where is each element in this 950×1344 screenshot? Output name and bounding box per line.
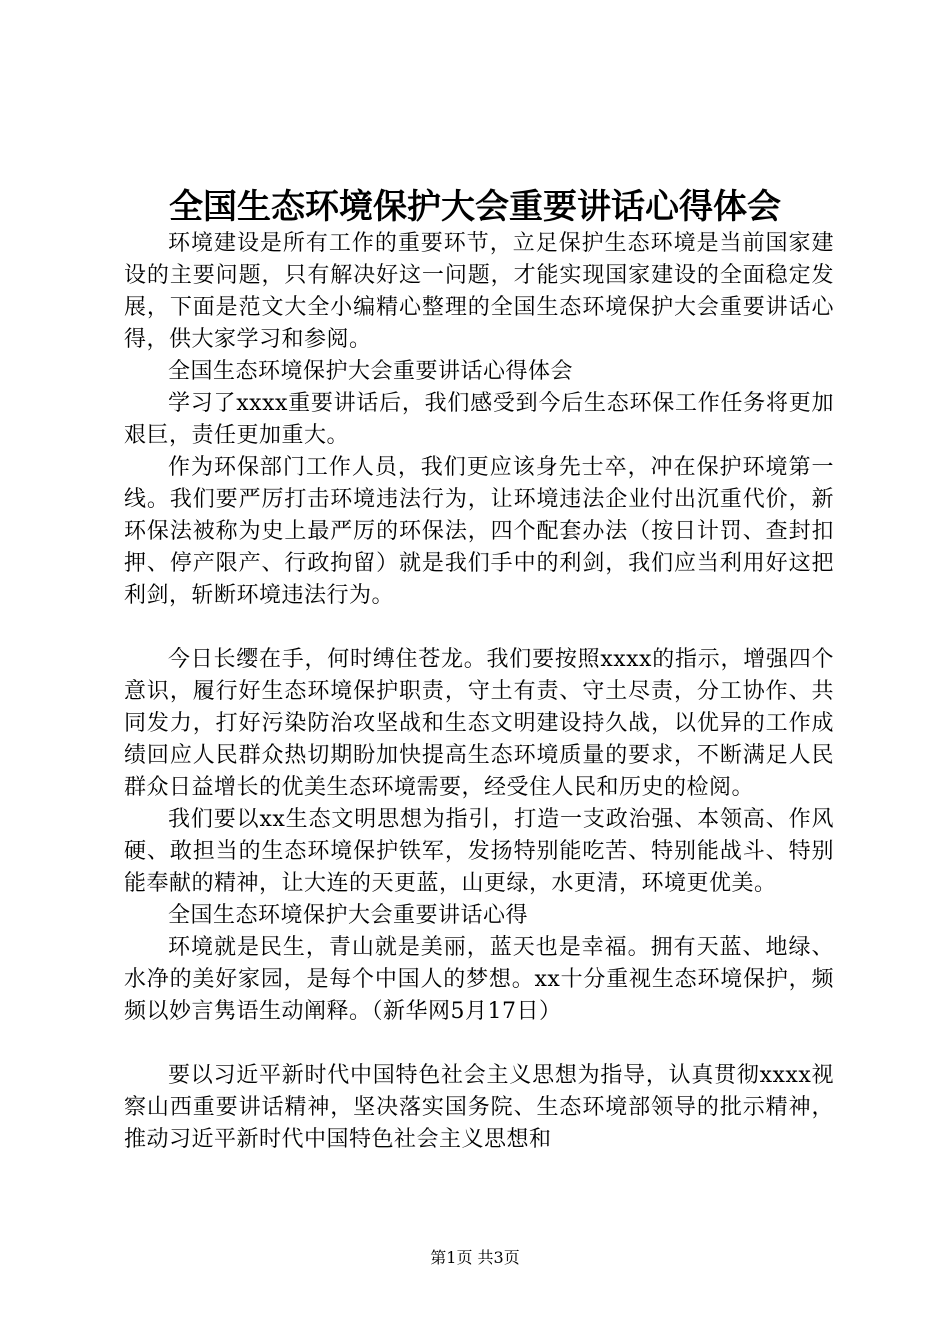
paragraph-intro: 环境建设是所有工作的重要环节，立足保护生态环境是当前国家建设的主要问题，只有解决好这一问题，才能实现国家建设的全面稳定发展，下面是范文大全小编精心整理的全国生态环境保护大会重要讲话心得，供大家学习和参阅。: [124, 231, 834, 352]
document-title: 全国生态环境保护大会重要讲话心得体会: [169, 187, 781, 227]
paragraph: 作为环保部门工作人员，我们更应该身先士卒，冲在保护环境第一线。我们要严厉打击环境违法行为，让环境违法企业付出沉重代价，新环保法被称为史上最严厉的环保法，四个配套办法（按日计罚、查封扣押、停产限产、行政拘留）就是我们手中的利剑，我们应当利用好这把利剑，斩断环境违法行为。: [124, 455, 834, 608]
paragraph-subheading-2: 全国生态环境保护大会重要讲话心得: [168, 903, 529, 928]
paragraph: 环境就是民生，青山就是美丽，蓝天也是幸福。拥有天蓝、地绿、水净的美好家园，是每个中国人的梦想。xx十分重视生态环境保护，频频以妙言隽语生动阐释。（新华网5月17日）: [124, 935, 834, 1024]
paragraph: 学习了xxxx重要讲话后，我们感受到今后生态环保工作任务将更加艰巨，责任更加重大。: [124, 391, 834, 448]
document-body: [124, 228, 834, 1156]
paragraph: 要以习近平新时代中国特色社会主义思想为指导，认真贯彻xxxx视察山西重要讲话精神，坚决落实国务院、生态环境部领导的批示精神，推动习近平新时代中国特色社会主义思想和: [124, 1063, 834, 1152]
paragraph-subheading-1: 全国生态环境保护大会重要讲话心得体会: [168, 359, 574, 384]
paragraph: 今日长缨在手，何时缚住苍龙。我们要按照xxxx的指示，增强四个意识，履行好生态环境保护职责，守土有责、守土尽责，分工协作、共同发力，打好污染防治攻坚战和生态文明建设持久战，以优异的工作成绩回应人民群众热切期盼加快提高生态环境质量的要求，不断满足人民群众日益增长的优美生态环境需要，经受住人民和历史的检阅。: [124, 647, 834, 800]
paragraph-spacer: [124, 1028, 834, 1060]
paragraph-spacer: [124, 612, 834, 644]
page-footer: 第1页 共3页: [430, 1248, 520, 1267]
paragraph: 我们要以xx生态文明思想为指引，打造一支政治强、本领高、作风硬、敢担当的生态环境保护铁军，发扬特别能吃苦、特别能战斗、特别能奉献的精神，让大连的天更蓝，山更绿，水更清，环境更优美。: [124, 807, 834, 896]
